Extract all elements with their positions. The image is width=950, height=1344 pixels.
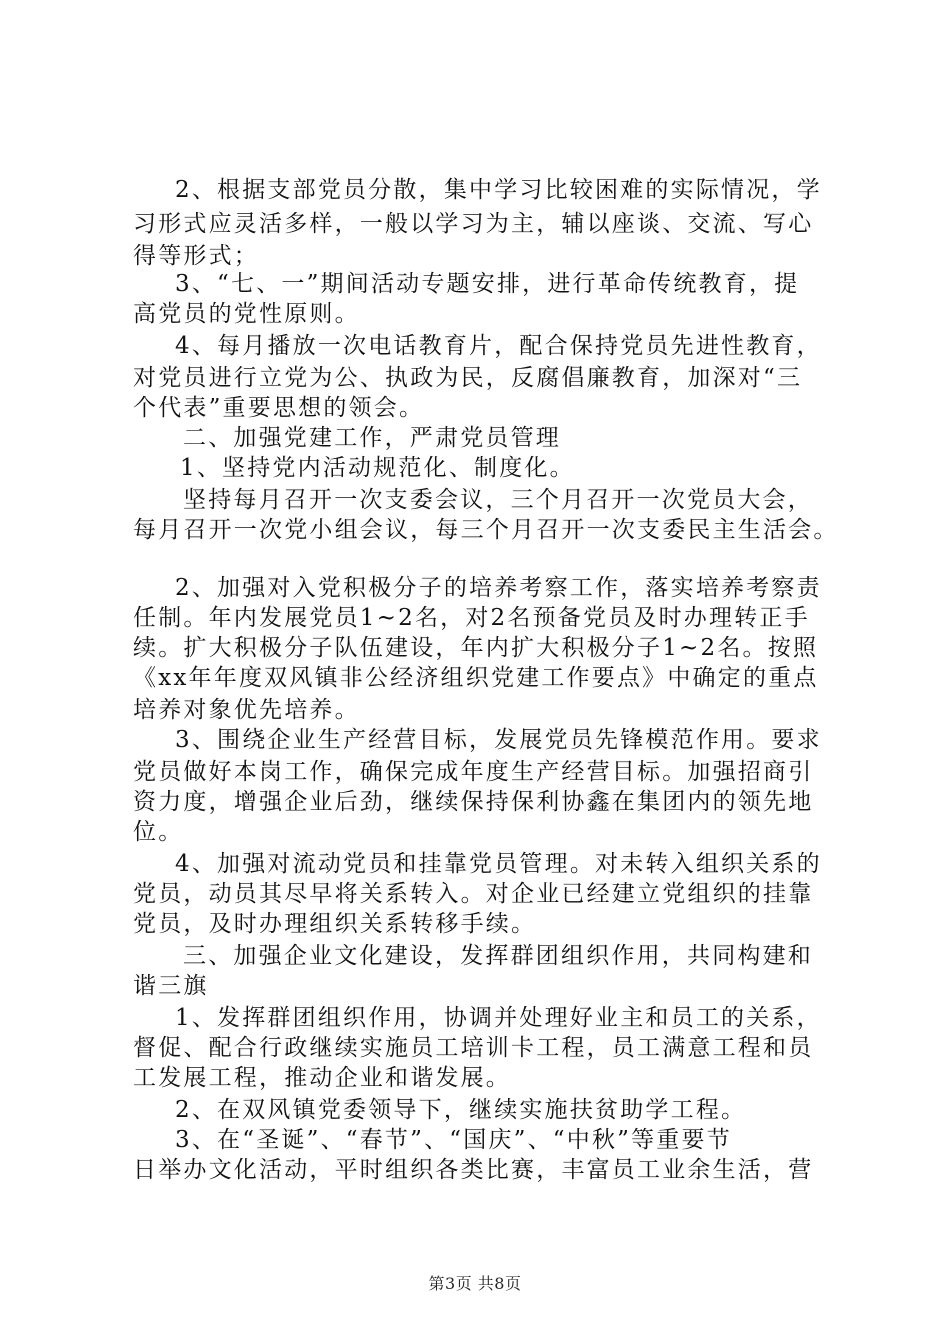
section-heading-3: 三、加强企业文化建设，发挥群团组织作用，共同构建和	[183, 943, 813, 969]
text-line-4: 3、“七、一”期间活动专题安排，进行革命传统教育，提	[175, 271, 800, 297]
text-line-28: 督促、配合行政继续实施员工培训卡工程，员工满意工程和员	[133, 1035, 814, 1061]
text-line-24: 党员，及时办理组织关系转移手续。	[133, 911, 537, 937]
text-line-14: 任制。年内发展党员1~2名，对2名预备党员及时办理转正手	[133, 605, 810, 631]
text-line-19: 党员做好本岗工作，确保完成年度生产经营目标。加强招商引	[133, 759, 814, 785]
text-line-2: 习形式应灵活多样，一般以学习为主，辅以座谈、交流、写心	[133, 211, 814, 237]
text-line-21: 位。	[133, 819, 184, 845]
text-line-10: 1、坚持党内活动规范化、制度化。	[180, 455, 575, 481]
section-heading-2: 二、加强党建工作，严肃党员管理	[183, 425, 561, 451]
page-number-footer: 第3页 共8页	[428, 1274, 522, 1293]
text-line-32: 日举办文化活动，平时组织各类比赛，丰富员工业余生活，营	[133, 1157, 814, 1183]
text-line-31: 3、在“圣诞”、“春节”、“国庆”、“中秋”等重要节	[175, 1127, 732, 1153]
text-line-26: 谐三旗	[133, 973, 209, 999]
text-line-30: 2、在双风镇党委领导下，继续实施扶贫助学工程。	[175, 1097, 747, 1123]
text-line-13: 2、加强对入党积极分子的培养考察工作，落实培养考察责	[175, 575, 822, 601]
text-line-6: 4、每月播放一次电话教育片，配合保持党员先进性教育，	[175, 333, 822, 359]
text-line-5: 高党员的党性原则。	[133, 301, 360, 327]
text-line-12: 每月召开一次党小组会议，每三个月召开一次支委民主生活会。	[133, 517, 839, 543]
text-line-7: 对党员进行立党为公、执政为民，反腐倡廉教育，加深对“三	[133, 365, 803, 391]
text-line-17: 培养对象优先培养。	[133, 697, 360, 723]
text-line-20: 资力度，增强企业后劲，继续保持保利协鑫在集团内的领先地	[133, 789, 814, 815]
text-line-16: 《xx年年度双风镇非公经济组织党建工作要点》中确定的重点	[133, 665, 819, 691]
text-line-27: 1、发挥群团组织作用，协调并处理好业主和员工的关系，	[175, 1005, 822, 1031]
text-line-15: 续。扩大积极分子队伍建设，年内扩大积极分子1~2名。按照	[133, 635, 819, 661]
text-line-18: 3、围绕企业生产经营目标，发展党员先锋模范作用。要求	[175, 727, 822, 753]
text-line-29: 工发展工程，推动企业和谐发展。	[133, 1065, 511, 1091]
text-line-8: 个代表”重要思想的领会。	[133, 395, 425, 421]
text-line-11: 坚持每月召开一次支委会议，三个月召开一次党员大会，	[183, 487, 813, 513]
text-line-3: 得等形式；	[133, 243, 259, 269]
text-line-23: 党员，动员其尽早将关系转入。对企业已经建立党组织的挂靠	[133, 881, 814, 907]
text-line-1: 2、根据支部党员分散，集中学习比较困难的实际情况，学	[175, 177, 822, 203]
text-line-22: 4、加强对流动党员和挂靠党员管理。对未转入组织关系的	[175, 851, 822, 877]
